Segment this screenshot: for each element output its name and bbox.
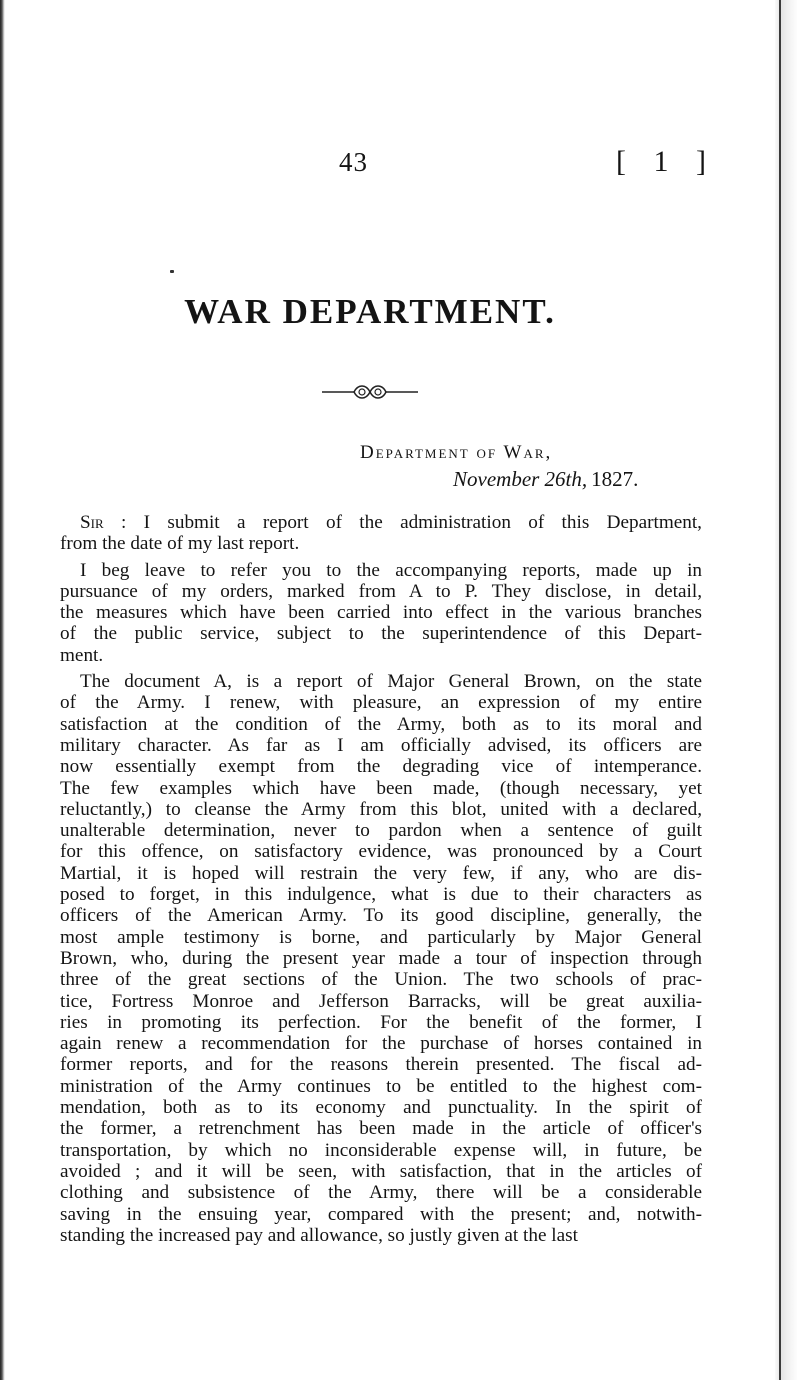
line-text: standing the increased pay and allowance, so justly given at the last [60,1224,578,1246]
text-line [60,884,702,905]
paragraph [60,512,702,555]
line-text: ministration of the Army continues to be entitled to the highest com- [60,1075,702,1097]
text-line [60,841,702,862]
text-line [60,778,702,799]
page-title: WAR DEPARTMENT. [184,292,556,331]
text-line [60,714,702,735]
text-line [60,692,702,713]
line-text: transportation, by which no inconsiderable expense will, in future, be [60,1139,702,1161]
line-text: officers of the American Army. To its good discipline, generally, the [60,905,702,927]
text-line [60,735,702,756]
line-text: of the public service, subject to the superintendence of this Depart- [60,623,702,645]
paragraph [60,560,702,666]
line-text: unalterable determination, never to pardon when a sentence of guilt [60,820,702,842]
text-line [60,1182,702,1203]
line-text: I beg leave to refer you to the accompanying reports, made up in [80,559,702,581]
line-text: Brown, who, during the present year made a tour of inspection through [60,947,702,969]
line-text: from the date of my last report. [60,533,300,555]
text-line [60,1033,702,1054]
dateline-department: Department of War, [360,442,553,463]
line-text: mendation, both as to its economy and punctuality. In the spirit of [60,1097,702,1119]
text-line [60,623,702,644]
dateline-date [453,467,638,492]
line-text: the former, a retrenchment has been made in the article of officer's [60,1118,702,1140]
scan-right-edge [775,0,797,1380]
text-line [60,581,702,602]
ink-speck [170,270,174,273]
text-line [60,927,702,948]
text-line [60,863,702,884]
line-text: The few examples which have been made, (though necessary, yet [60,777,702,799]
page-number: 43 [339,147,368,177]
line-text: again renew a recommendation for the purchase of horses contained in [60,1033,702,1055]
text-line [60,969,702,990]
dateline-day: November 26th, [453,467,588,491]
text-line [60,1054,702,1075]
line-text: saving in the ensuing year, compared with the present; and, notwith- [60,1203,702,1225]
line-text: three of the great sections of the Union. The two schools of prac- [60,969,702,991]
letter-body [60,512,702,1246]
line-text: I submit a report of the administration of this Department, [126,512,702,533]
line-text: most ample testimony is borne, and particularly by Major General [60,926,702,948]
text-line [60,1118,702,1139]
line-text: now essentially exempt from the degrading vice of intemperance. [60,756,702,778]
line-text: military character. As far as I am officially advised, its officers are [60,734,702,756]
text-line [60,948,702,969]
line-text: ries in promoting its perfection. For the benefit of the former, I [60,1011,702,1033]
text-line [60,671,702,692]
line-text: ment. [60,644,104,666]
line-text: avoided ; and it will be seen, with satisfaction, that in the articles of [60,1160,702,1182]
line-text: pursuance of my orders, marked from A to P. They disclose, in detail, [60,580,702,602]
line-text: tice, Fortress Monroe and Jefferson Barracks, will be great auxilia- [60,990,702,1012]
line-text: clothing and subsistence of the Army, there will be a considerable [60,1182,702,1204]
text-line [60,533,702,554]
text-line [60,645,702,666]
text-line [60,1012,702,1033]
dateline-year: 1827. [591,467,639,491]
text-line [60,905,702,926]
text-line [60,1204,702,1225]
line-text: The document A, is a report of Major General Brown, on the state [80,671,702,693]
line-text: of the Army. I renew, with pleasure, an expression of my entire [60,692,702,714]
line-text: reluctantly,) to cleanse the Army from this blot, united with a declared, [60,798,702,820]
text-line [60,799,702,820]
scan-left-edge [0,0,5,1380]
text-line [60,820,702,841]
text-line [60,602,702,623]
text-line [60,1225,702,1246]
line-text: satisfaction at the condition of the Army, both as to its moral and [60,713,702,735]
ornament-divider-icon [320,380,420,404]
text-line [60,756,702,777]
line-text: posed to forget, in this indulgence, what is due to their characters as [60,884,702,906]
text-line [60,512,702,533]
line-text: former reports, and for the reasons therein presented. The fiscal ad- [60,1054,702,1076]
text-line [60,1076,702,1097]
text-line [60,991,702,1012]
line-text: for this offence, on satisfactory evidence, was pronounced by a Court [60,841,702,863]
salutation: Sir : [80,512,127,533]
text-line [60,560,702,581]
paragraph [60,671,702,1246]
page-header [0,143,797,183]
text-line [60,1140,702,1161]
line-text: the measures which have been carried into effect in the various branches [60,602,702,624]
text-line [60,1097,702,1118]
line-text: Martial, it is hoped will restrain the very few, if any, who are dis- [60,862,702,884]
document-number: [ 1 ] [616,145,716,178]
text-line [60,1161,702,1182]
